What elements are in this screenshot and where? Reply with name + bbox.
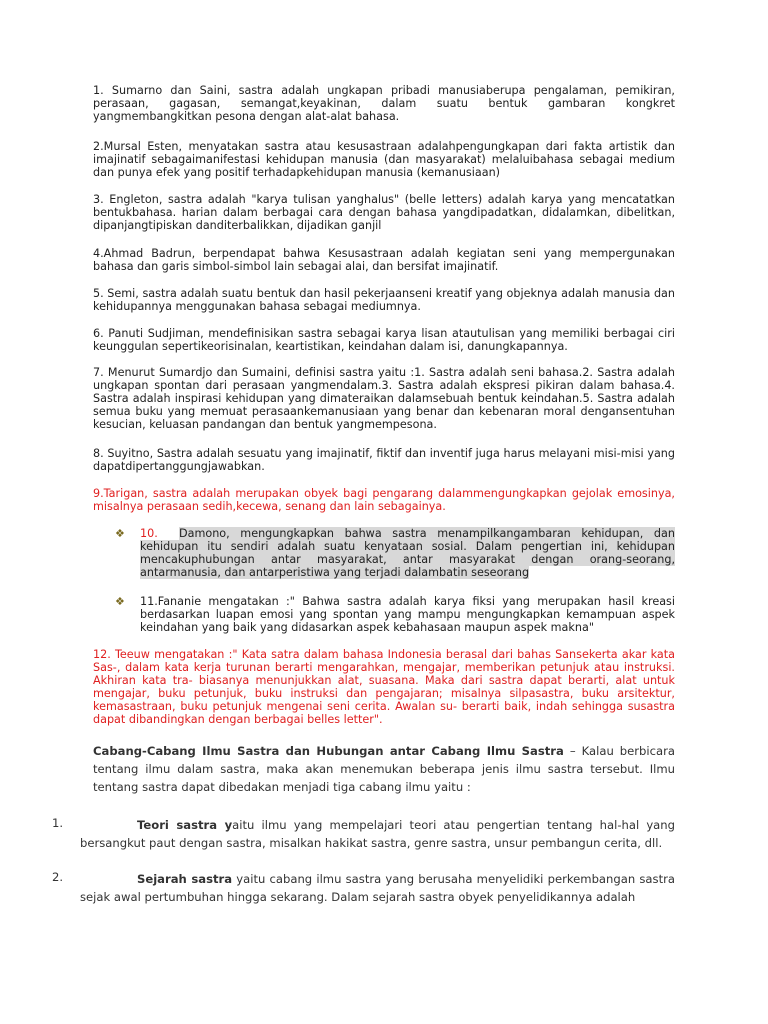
- branch-2: [80, 870, 675, 906]
- section-heading: Cabang-Cabang Ilmu Sastra dan Hubungan antar Cabang Ilmu Sastra: [93, 744, 564, 758]
- section-intro: [93, 742, 675, 797]
- definition-12: 12. Teeuw mengatakan :" Kata satra dalam bahasa Indonesia berasal dari bahas Sansekerta akar kata Sas-, dalam kata kerja turunan berarti mengarahkan, mengajar, memberikan petunjuk atau instruksi. Akhiran kata tra- biasanya menunjukkan alat, suasana. Maka dari sastra dapat berarti, alat untuk mengajar, buku petunjuk, buku instruksi dan pengajaran; misalnya silpasastra, buku arsitektur, kemasastraan, buku petunjuk mengenai seni cerita. Awalan su- berarti baik, indah sehingga susastra dapat dibandingkan dengan berbagai belles letter".: [93, 648, 675, 727]
- branch-1: [80, 816, 675, 852]
- section-intro-text: – Kalau berbicara tentang ilmu dalam sastra, maka akan menemukan beberapa jenis ilmu sastra tersebut. Ilmu tentang sastra dapat dibedakan menjadi tiga cabang ilmu yaitu :: [93, 744, 675, 795]
- definition-10-text: Damono, mengungkapkan bahwa sastra menampilkangambaran kehidupan, dan kehidupan itu sendiri adalah suatu kenyataan sosial. Dalam pengertian ini, kehidupan mencakuphubungan antar masyarakat, antar masyarakat dengan orang-seorang, antarmanusia, dan antarperistiwa yang terjadi dalambatin seseorang: [140, 527, 675, 580]
- definition-10: [140, 527, 675, 579]
- diamond-bullet-icon: ❖: [115, 595, 125, 608]
- branch-1-number: 1.: [52, 816, 64, 830]
- definition-5: 5. Semi, sastra adalah suatu bentuk dan hasil pekerjaanseni kreatif yang objeknya adalah manusia dan kehidupannya menggunakan bahasa sebagai mediumnya.: [93, 287, 675, 314]
- branch-2-term: Sejarah sastra: [137, 872, 233, 886]
- definition-11: 11.Fananie mengatakan :" Bahwa sastra adalah karya fiksi yang merupakan hasil kreasi berdasarkan luapan emosi yang spontan yang mampu mengungkapkan kemampuan aspek keindahan yang baik yang didasarkan aspek kebahasaan maupun aspek makna": [140, 595, 675, 635]
- branch-1-term: Teori sastra y: [137, 818, 233, 832]
- definition-4: 4.Ahmad Badrun, berpendapat bahwa Kesusastraan adalah kegiatan seni yang mempergunakan bahasa dan garis simbol-simbol lain sebagai alai, dan bersifat imajinatif.: [93, 247, 675, 274]
- definition-8: 8. Suyitno, Sastra adalah sesuatu yang imajinatif, fiktif dan inventif juga harus melayani misi-misi yang dapatdipertanggungjawabkan.: [93, 447, 675, 474]
- branch-1-text: aitu ilmu yang mempelajari teori atau pengertian tentang hal-hal yang bersangkut paut dengan sastra, misalkan hakikat sastra, genre sastra, unsur pembangun cerita, dll.: [80, 818, 675, 851]
- definition-10-number: 10.: [140, 527, 158, 540]
- definition-3: 3. Engleton, sastra adalah "karya tulisan yanghalus" (belle letters) adalah karya yang mencatatkan bentukbahasa. harian dalam berbagai cara dengan bahasa yangdipadatkan, didalamkan, dibelitkan, dipanjangtipiskan danditerbalikkan, dijadikan ganjil: [93, 193, 675, 233]
- diamond-bullet-icon: ❖: [115, 527, 125, 540]
- definition-7: 7. Menurut Sumardjo dan Sumaini, definisi sastra yaitu :1. Sastra adalah seni bahasa.2. Sastra adalah ungkapan spontan dari perasaan yangmendalam.3. Sastra adalah ekspresi pikiran dalam bahasa.4. Sastra adalah inspirasi kehidupan yang dimateraikan dalamsebuah bentuk keindahan.5. Sastra adalah semua buku yang memuat perasaankemanusiaan yang benar dan kebenaran moral dengansentuhan kesucian, keluasan pandangan dan bentuk yangmempesona.: [93, 366, 675, 432]
- branch-2-number: 2.: [52, 870, 64, 884]
- definition-6: 6. Panuti Sudjiman, mendefinisikan sastra sebagai karya lisan atautulisan yang memiliki berbagai ciri keunggulan sepertikeorisinalan, keartistikan, keindahan dalam isi, danungkapannya.: [93, 327, 675, 354]
- branch-2-text: yaitu cabang ilmu sastra yang berusaha menyelidiki perkembangan sastra sejak awal pertumbuhan hingga sekarang. Dalam sejarah sastra obyek penyelidikannya adalah: [80, 872, 675, 905]
- definition-2: 2.Mursal Esten, menyatakan sastra atau kesusastraan adalahpengungkapan dari fakta artistik dan imajinatif sebagaimanifestasi kehidupan manusia (dan masyarakat) melaluibahasa sebagai medium dan punya efek yang positif terhadapkehidupan manusia (kemanusiaan): [93, 140, 675, 180]
- definition-1: 1. Sumarno dan Saini, sastra adalah ungkapan pribadi manusiaberupa pengalaman, pemikiran, perasaan, gagasan, semangat,keyakinan, dalam suatu bentuk gambaran kongkret yangmembangkitkan pesona dengan alat-alat bahasa.: [93, 84, 675, 124]
- definition-9: 9.Tarigan, sastra adalah merupakan obyek bagi pengarang dalammengungkapkan gejolak emosinya, misalnya perasaan sedih,kecewa, senang dan lain sebagainya.: [93, 487, 675, 514]
